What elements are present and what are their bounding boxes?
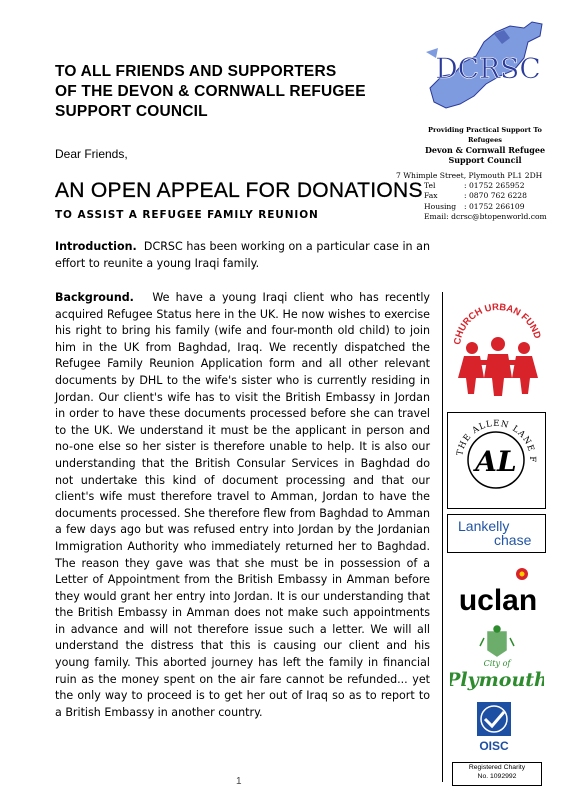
charity-line2: No. 1092992 xyxy=(477,772,517,780)
heading-line-2: OF THE DEVON & CORNWALL REFUGEE xyxy=(55,83,366,100)
heading-line-1: TO ALL FRIENDS AND SUPPORTERS xyxy=(55,63,337,80)
heading-line-3: SUPPORT COUNCIL xyxy=(55,103,208,120)
allen-lane-text: THE ALLEN LANE F xyxy=(455,418,538,464)
sidebar-divider xyxy=(442,292,443,782)
uclan-text: uclan xyxy=(458,584,538,617)
registered-charity-box xyxy=(452,762,542,786)
housing-label: Housing xyxy=(424,201,457,211)
appeal-subtitle: TO ASSIST A REFUGEE FAMILY REUNION xyxy=(55,209,319,221)
background-paragraph xyxy=(55,290,430,721)
lankelly-chase-logo xyxy=(447,514,546,553)
allen-lane-monogram: AL xyxy=(475,445,517,478)
org-name-line2: Support Council xyxy=(448,155,522,165)
tel-value: : 01752 265952 xyxy=(464,181,525,191)
org-email: Email: dcrsc@btopenworld.com xyxy=(424,211,547,221)
charity-line1: Registered Charity xyxy=(468,764,526,771)
allen-lane-seal-icon xyxy=(448,413,545,508)
church-urban-fund-text: CHURCH URBAN FUND xyxy=(452,302,543,346)
org-contact xyxy=(396,171,561,222)
org-tagline: Providing Practical Support To Refugees xyxy=(428,126,542,144)
org-tagline-block xyxy=(410,125,560,165)
oisc-emblem-icon xyxy=(457,700,531,756)
fax-label: Fax xyxy=(424,191,438,201)
tel-label: Tel xyxy=(424,181,436,191)
uclan-rose-icon xyxy=(450,566,544,618)
housing-value: : 01752 266109 xyxy=(464,201,525,211)
background-text: We have a young Iraqi client who has recently acquired Refugee Status here in the UK. He now wishes to exercise his right to bring his family (wife and four-month old child) to join him in the UK from Baghdad, Iraq. We recently dispatched the Refugee Family Reunion Application form and all other relevant documents by DHL to the wife's sister who is currently residing in Jordan. Our client's wife has to visit the British Embassy in Jordan in order to have these documents processed before she can travel to the UK. We understand it must be the applicant in person and no-one else so her sister is therefore unable to help. It is also our understanding that the British Consular Services in Baghdad do not undertake this kind of document processing and that our client's wife must therefore travel to Amman, Jordan to have the documents processed. She therefore flew from Baghdad to Amman a few days ago but was refused entry into Jordan by the Jordanian Immigration Authority who immediately returned her to Baghdad. The reason they gave was that she must be in possession of a Letter of Appointment from the British Embassy in Amman before they would grant her entry into Jordan. It is our understanding that the British Embassy in Amman does not make such appointments in advance and will not therefore issue such a letter. We will all understand the distress that this is causing our client and his young family. This aborted journey has left the family in financial ruin as the money spent on the air fare cannot be refunded... yet the only way to proceed is to get her out of Iraq so as to report to a British Embassy in another country. xyxy=(55,291,430,719)
chase-text: chase xyxy=(494,532,532,548)
uclan-logo xyxy=(450,566,544,618)
dcrsc-logo xyxy=(424,18,552,118)
org-name-line1: Devon & Cornwall Refugee xyxy=(424,145,546,155)
introduction-paragraph xyxy=(55,239,430,272)
dcrsc-map-icon xyxy=(424,18,552,118)
church-urban-fund-icon xyxy=(450,302,546,398)
city-of-text: City of xyxy=(483,659,511,668)
allen-lane-logo xyxy=(447,412,546,509)
introduction-text: DCRSC has been working on a particular case in an effort to reunite a young Iraqi family. xyxy=(55,240,430,270)
letter-heading xyxy=(55,62,415,122)
plymouth-text: Plymouth xyxy=(450,669,544,691)
appeal-title: AN OPEN APPEAL FOR DONATIONS xyxy=(55,179,423,202)
page-number: 1 xyxy=(236,776,242,787)
org-address: 7 Whimple Street, Plymouth PL1 2DH xyxy=(396,171,543,180)
plymouth-crest-icon xyxy=(450,624,544,696)
oisc-logo xyxy=(457,700,531,756)
oisc-text: OISC xyxy=(479,739,509,753)
salutation: Dear Friends, xyxy=(55,147,128,161)
city-of-plymouth-logo xyxy=(450,624,544,696)
logo-text: DCRSC xyxy=(435,52,541,85)
lankelly-text: Lankelly xyxy=(458,518,510,534)
fax-value: : 0870 762 6228 xyxy=(464,191,527,201)
background-label: Background. xyxy=(55,291,134,304)
introduction-label: Introduction. xyxy=(55,240,137,253)
church-urban-fund-logo xyxy=(450,302,546,398)
